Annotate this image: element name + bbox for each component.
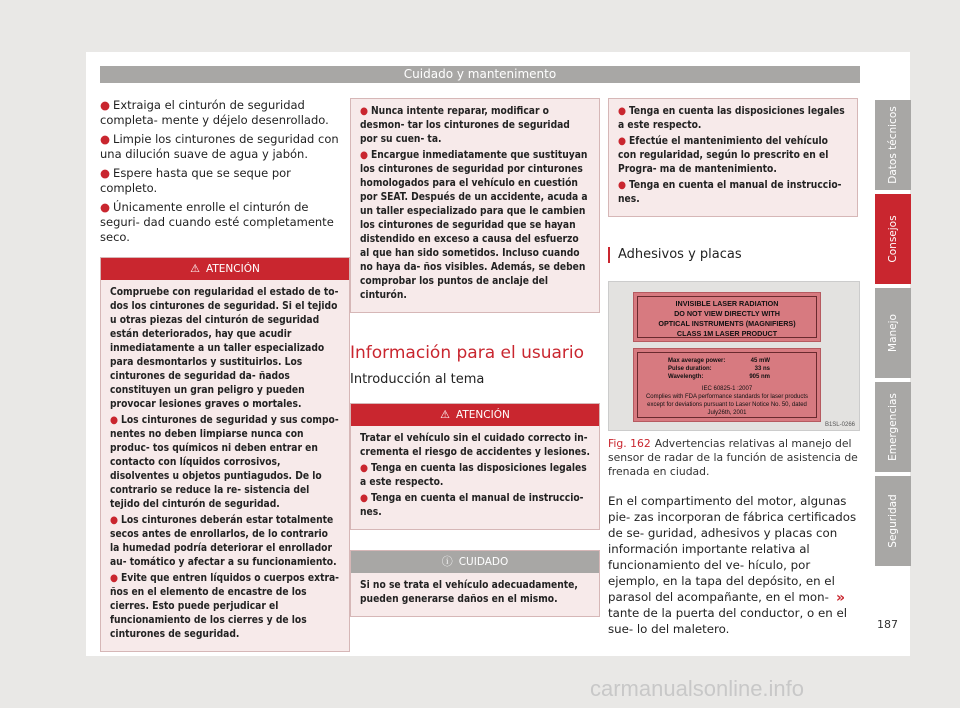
bullet-icon: ● <box>618 106 626 117</box>
spec-row: Max average power: 45 mW <box>668 358 770 364</box>
bullet-icon: ● <box>618 136 626 147</box>
iec-text: IEC 60825-1 :2007 Complies with FDA performance standards for laser products except for deviations pursuant to Laser Notice No. 50, dated July26th, 2001 <box>645 386 809 416</box>
column-3 <box>608 98 858 637</box>
laser-spec-label <box>633 348 821 422</box>
list-item: ● Tenga en cuenta el manual de instruccio- nes. <box>360 493 584 518</box>
running-header: Cuidado y mantenimento <box>100 66 860 83</box>
list-item: ● Extraiga el cinturón de seguridad completa- mente y déjelo desenrollado. <box>100 98 329 127</box>
bullet-icon: ● <box>100 132 111 146</box>
caution-header: ⓘ CUIDADO <box>351 551 599 573</box>
list-item: ● Tenga en cuenta las disposiciones legales a este respecto. <box>360 463 587 488</box>
tab-emergencias[interactable]: Emergencias <box>875 382 911 472</box>
info-icon: ⓘ <box>441 555 453 568</box>
warning-body <box>609 99 857 216</box>
section-heading: Adhesivos y placas <box>608 247 858 263</box>
list-item: ● Encargue inmediatamente que sustituyan los cinturones de seguridad por cinturones homologados para el vehículo en cuestión por SEAT. Después de un accidente, acuda a un taller especializado para que le cambien los cinturones de seguridad que se hayan distendido en exceso a causa del esfuerzo al que han sido sometidos. Incluso cuando no haya da- ños visibles. Además, se deben comprobar los puntos de anclaje del cinturón. <box>360 150 588 301</box>
spec-row: Wavelength: 905 nm <box>668 374 770 380</box>
bullet-icon: ● <box>100 200 111 214</box>
bullet-icon: ● <box>100 98 111 112</box>
body-paragraph: En el compartimento del motor, algunas pie- zas incorporan de fábrica certificados de se- guridad, adhesivos y placas con información importante relativa al funcionamiento del ve- hículo, por ejemplo, en la tapa del depósito, en el parasol del acompañante, en el mon- tante de la puerta del conductor, o en el sue- lo del maletero. <box>608 494 857 636</box>
watermark: carmanualsonline.info <box>590 676 805 701</box>
column-2 <box>350 98 600 617</box>
warning-box <box>100 257 350 652</box>
warning-box-continued <box>350 98 600 313</box>
spec-row: Pulse duration: 33 ns <box>668 366 770 372</box>
caution-box <box>350 550 600 617</box>
list-item: ● Efectúe el mantenimiento del vehículo con regularidad, según lo prescrito en el Progra- ma de mantenimiento. <box>618 136 829 175</box>
warning-icon: ⚠ <box>190 262 201 275</box>
figure-laser-labels <box>608 281 860 431</box>
list-item: ● Únicamente enrolle el cinturón de seguri- dad cuando esté completamente seco. <box>100 200 334 244</box>
list-item: ● Limpie los cinturones de seguridad con una dilución suave de agua y jabón. <box>100 132 339 161</box>
bullet-icon: ● <box>360 493 368 504</box>
list-item: ● Los cinturones deberán estar totalmente secos antes de enrollarlos, de lo contrario la humedad podría deteriorar el enrollador au- tomático y afectar a su funcionamiento. <box>110 515 337 568</box>
list-item: ● Tenga en cuenta el manual de instruccio- nes. <box>618 180 842 205</box>
tab-seguridad[interactable]: Seguridad <box>875 476 911 566</box>
warning-header: ⚠ ATENCIÓN <box>351 404 599 426</box>
bullet-icon: ● <box>360 463 368 474</box>
warning-body: Compruebe con regularidad el estado de to- dos los cinturones de seguridad. Si el tejido u otras piezas del cinturón de seguridad están deteriorados, hay que acudir inmediatamente a un taller especializado para desmontarlos y sustituirlos. Los cinturones de seguridad da- ñados constituyen un gran peligro y pueden provocar lesiones graves o mortales. ● Los cinturones de seguridad y sus compo- nentes no deben limpiarse nunca con produc- tos químicos ni deben entrar en contacto con líquidos corrosivos, disolventes u objetos puntiagudos. De lo contrario se reduce la re- sistencia del tejido del cinturón de seguridad. ● Los cinturones deberán estar totalmente secos antes de enrollarlos, de lo contrario la humedad podría deteriorar el enrollador au- tomático y afectar a su funcionamiento. ● Evite que entren líquidos o cuerpos extra- ños en el elemento de encastre de los cierres. Esto puede perjudicar el funcionamiento de los cierres y de los cinturones de seguridad. <box>101 280 349 651</box>
warning-body <box>351 99 599 312</box>
list-item: ● Espere hasta que se seque por completo. <box>100 166 291 195</box>
section-tabs <box>875 100 911 570</box>
figure-caption: Fig. 162 Advertencias relativas al manejo del sensor de radar de la función de asistencia de frenada en ciudad. <box>608 437 858 478</box>
warning-header: ⚠ ATENCIÓN <box>101 258 349 280</box>
continue-icon: » <box>836 590 846 606</box>
section-subtitle: Introducción al tema <box>350 372 485 387</box>
page-number: 187 <box>877 618 898 631</box>
bullet-icon: ● <box>110 415 118 426</box>
tab-consejos[interactable]: Consejos <box>875 194 911 284</box>
list-item: ● Los cinturones de seguridad y sus compo- nentes no deben limpiarse nunca con produc- tos químicos ni deben entrar en contacto con líquidos corrosivos, disolventes u objetos puntiagudos. De lo contrario se reduce la re- sistencia del tejido del cinturón de seguridad. <box>110 415 339 510</box>
bullet-icon: ● <box>110 573 118 584</box>
list-item: ● Nunca intente reparar, modificar o desmon- tar los cinturones de seguridad por su cuen- ta. <box>360 106 570 145</box>
bullet-icon: ● <box>360 106 368 117</box>
tab-datos-tecnicos[interactable]: Datos técnicos <box>875 100 911 190</box>
warning-box-continued <box>608 98 858 217</box>
bullet-icon: ● <box>360 150 368 161</box>
laser-warning-label: INVISIBLE LASER RADIATION DO NOT VIEW DIRECTLY WITH OPTICAL INSTRUMENTS (MAGNIFIERS) CLASS 1M LASER PRODUCT <box>633 292 821 342</box>
list-item: ● Tenga en cuenta las disposiciones legales a este respecto. <box>618 106 845 131</box>
section-title: Información para el usuario <box>350 343 585 363</box>
warning-box <box>350 403 600 530</box>
list-item: ● Evite que entren líquidos o cuerpos extra- ños en el elemento de encastre de los cierres. Esto puede perjudicar el funcionamiento de los cierres y de los cinturones de seguridad. <box>110 573 339 640</box>
bullet-icon: ● <box>618 180 626 191</box>
column-1 <box>100 98 350 652</box>
caution-body: Si no se trata el vehículo adecuadamente, pueden generarse daños en el mismo. <box>351 573 599 616</box>
figure-code: B1SL-0266 <box>824 422 855 428</box>
bullet-icon: ● <box>100 166 111 180</box>
warning-body: Tratar el vehículo sin el cuidado correcto in- crementa el riesgo de accidentes y lesiones. ● Tenga en cuenta las disposiciones legales a este respecto. ● Tenga en cuenta el manual de instruccio- nes. <box>351 426 599 529</box>
bullet-icon: ● <box>110 515 118 526</box>
warning-icon: ⚠ <box>440 408 451 421</box>
tab-manejo[interactable]: Manejo <box>875 288 911 378</box>
